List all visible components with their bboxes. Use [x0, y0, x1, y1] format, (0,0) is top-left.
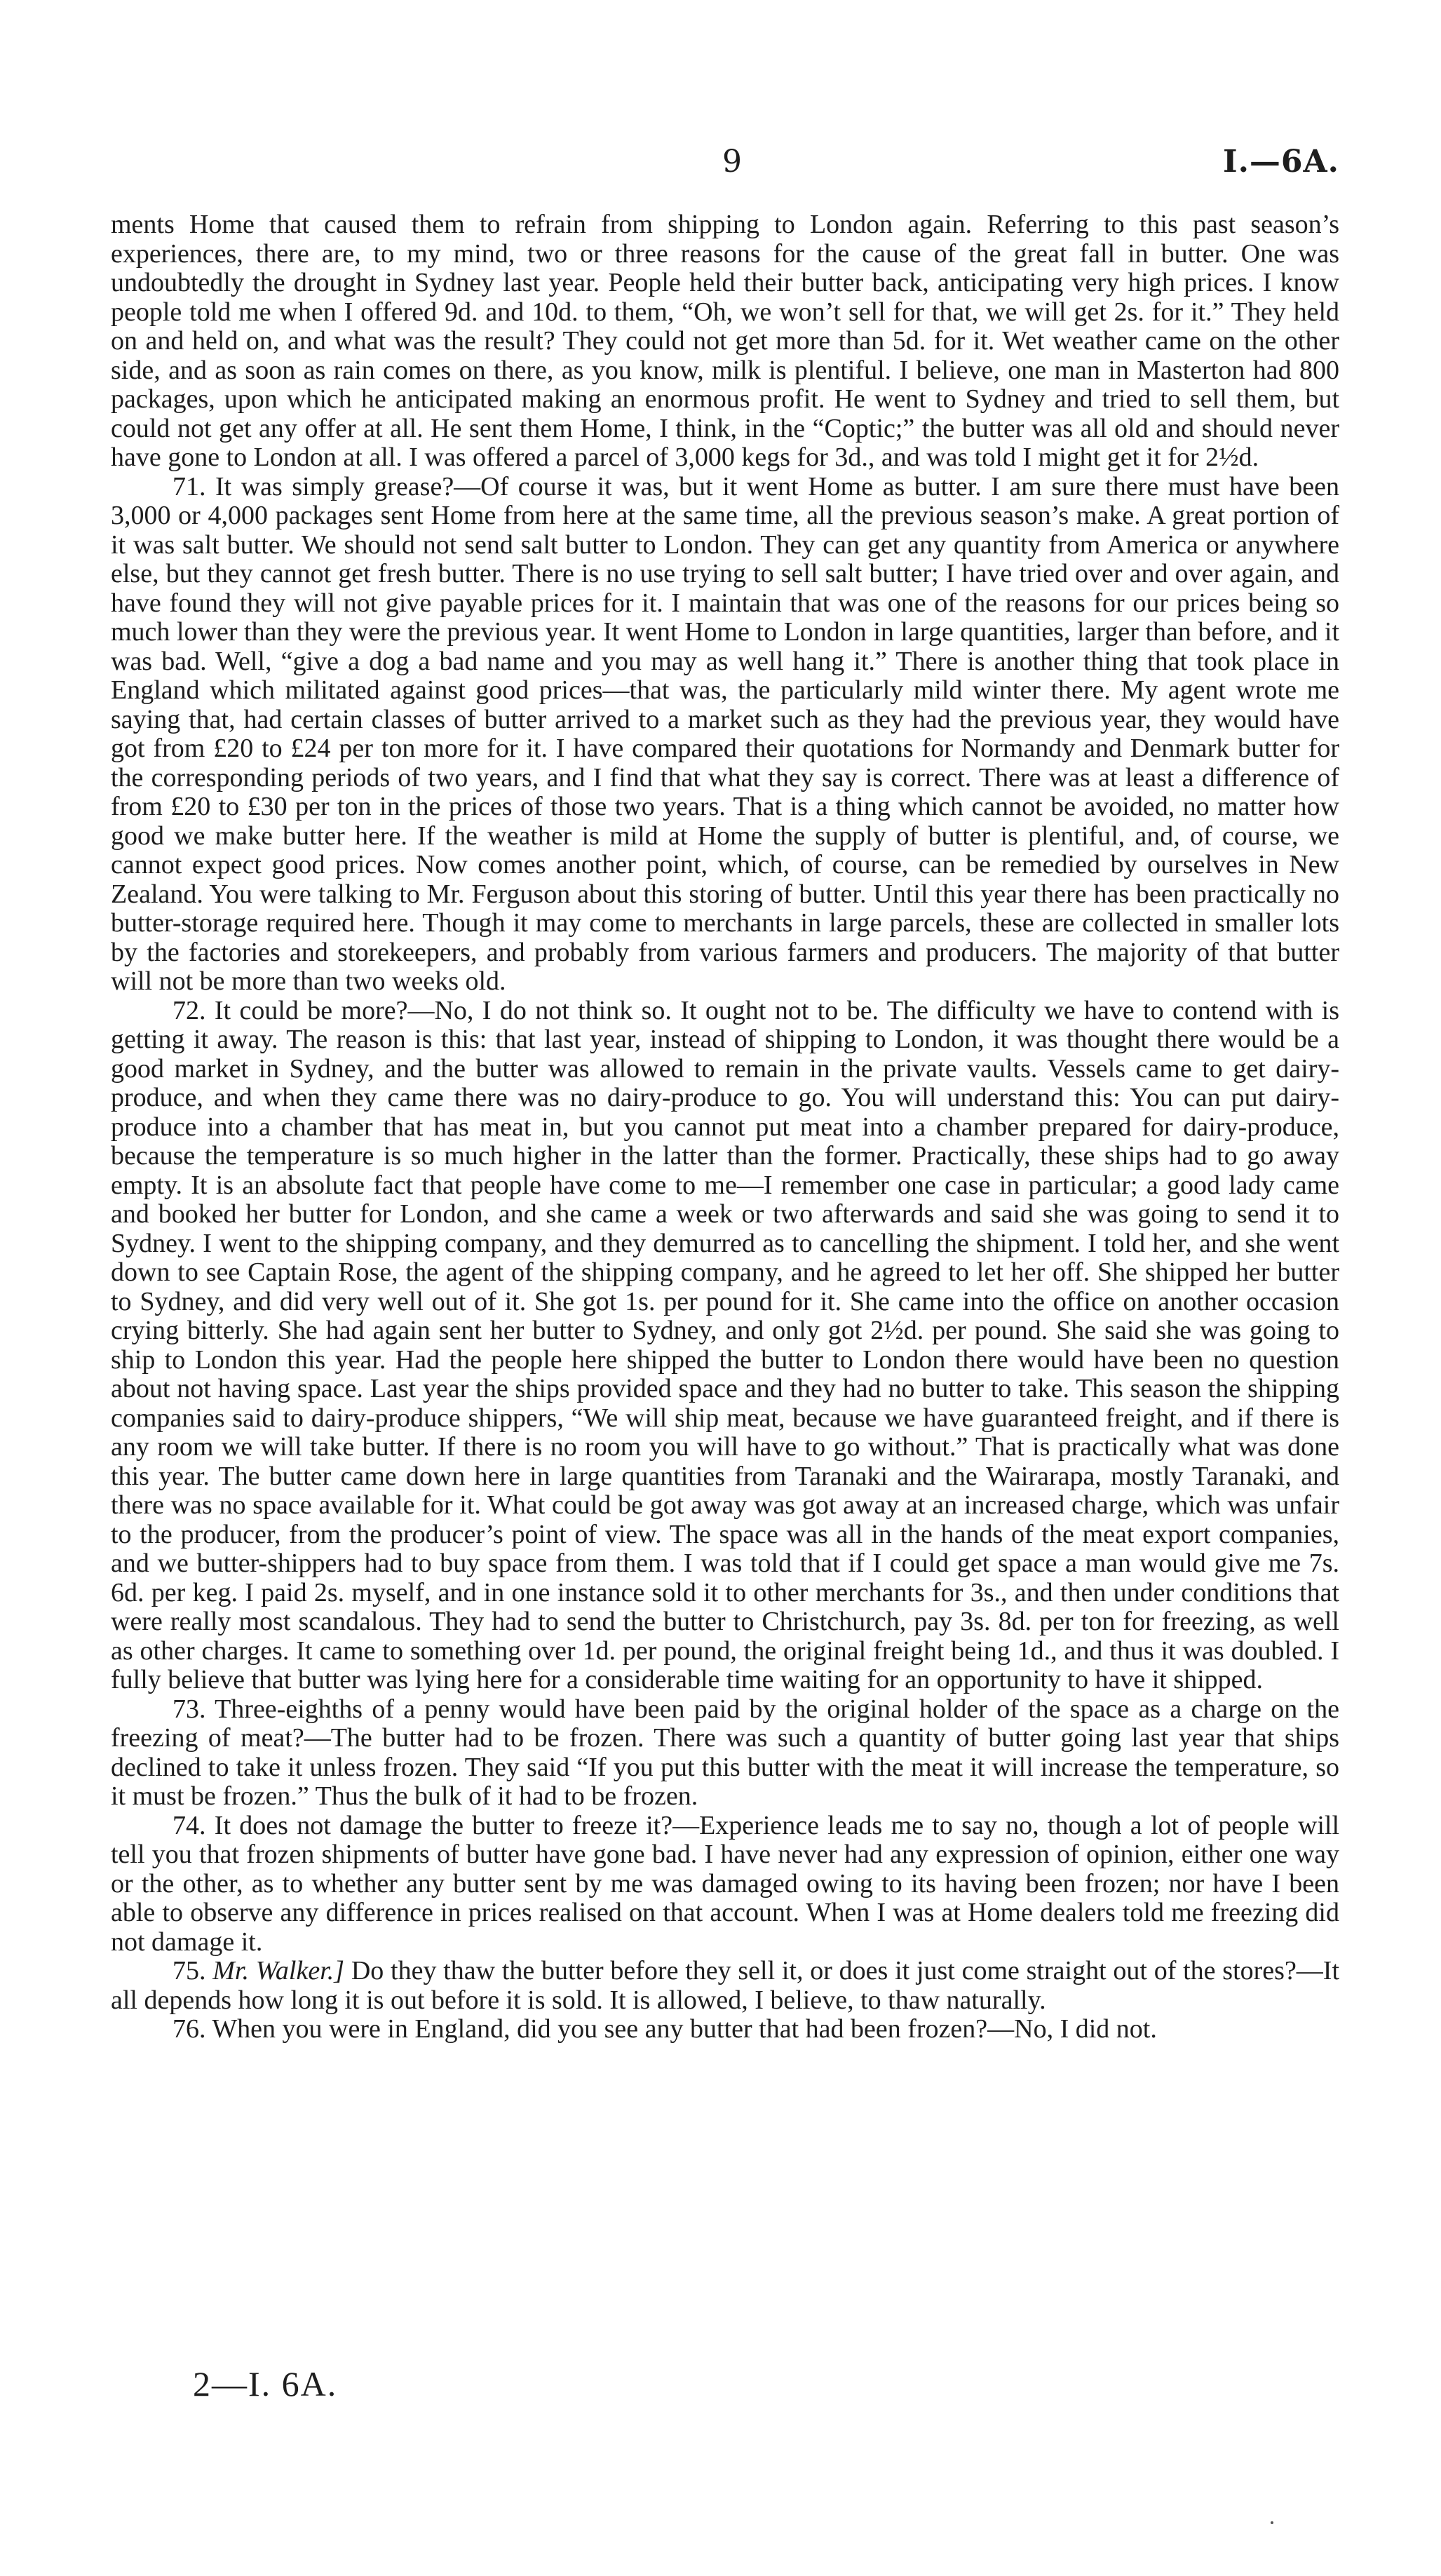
paragraph-75 [111, 1957, 1339, 2015]
page-header [112, 144, 1339, 186]
paragraph-73: 73. Three-eighths of a penny would have been paid by the original holder of the space as a charge on the freezing of meat?—The butter had to be frozen. There was such a quantity of butter going last year that ships declined to take it unless frozen. They said “If you put this butter with the meat it will increase the temperature, so it must be frozen.” Thus the bulk of it had to be frozen. [111, 1694, 1339, 1811]
paragraph-72: 72. It could be more?—No, I do not think so. It ought not to be. The difficulty we have to contend with is getting it away. The reason is this: that last year, instead of shipping to London, it was thought there would be a good market in Sydney, and the butter was allowed to remain in the private vaults. Vessels came to get dairy-produce, and when they came there was no dairy-produce to go. You will understand this: You can put dairy-produce into a chamber that has meat in, but you cannot put meat into a chamber prepared for dairy-produce, because the temperature is so much higher in the latter than the former. Practically, these ships had to go away empty. It is an absolute fact that people have come to me—I remember one case in particular; a good lady came and booked her butter for London, and she came a week or two afterwards and said she was going to send it to Sydney. I went to the shipping company, and they demurred as to cancelling the shipment. I told her, and she went down to see Captain Rose, the agent of the shipping company, and he agreed to let her off. She shipped her butter to Sydney, and did very well out of it. She got 1s. per pound for it. She came into the office on another occasion crying bitterly. She had again sent her butter to Sydney, and only got 2½d. per pound. She said she was going to ship to London this year. Had the people here shipped the butter to London there would have been no question about not having space. Last year the ships provided space and they had no butter to take. This season the shipping companies said to dairy-produce shippers, “We will ship meat, because we have guaranteed freight, and if there is any room we will take butter. If there is no room you will have to go without.” That is practically what was done this year. The butter came down here in large quantities from Taranaki and the Wairarapa, mostly Taranaki, and there was no space available for it. What could be got away was got away at an increased charge, which was unfair to the producer, from the producer’s point of view. The space was all in the hands of the meat export companies, and we butter-shippers had to buy space from them. I was told that if I could get space a man would give me 7s. 6d. per keg. I paid 2s. myself, and in one instance sold it to other merchants for 3s., and then under conditions that were really most scandalous. They had to send the butter to Christchurch, pay 3s. 8d. per ton for freezing, as well as other charges. It came to something over 1d. per pound, the original freight being 1d., and thus it was doubled. I fully believe that butter was lying here for a considerable time waiting for an opportunity to have it shipped. [111, 995, 1339, 1694]
speaker-name: Mr. Walker.] [212, 1956, 345, 1985]
document-reference: I.—6A. [1223, 144, 1339, 180]
paragraph-75-text: Do they thaw the butter before they sell it, or does it just come straight out of the stores?—It all depends how long it is out before it is sold. It is allowed, I believe, to thaw naturally. [111, 1956, 1340, 2015]
question-number: 75. [172, 1956, 206, 1985]
paragraph-71: 71. It was simply grease?—Of course it was, but it went Home as butter. I am sure there must have been 3,000 or 4,000 packages sent Home from here at the same time, all the previous season’s make. A great portion of it was salt butter. We should not send salt butter to London. They can get any quantity from America or anywhere else, but they cannot get fresh butter. There is no use trying to sell salt butter; I have tried over and over again, and have found they will not give payable prices for it. I maintain that was one of the reasons for our prices being so much lower than they were the previous year. It went Home to London in large quantities, larger than before, and it was bad. Well, “give a dog a bad name and you may as well hang it.” There is another thing that took place in England which militated against good prices—that was, the particularly mild winter there. My agent wrote me saying that, had certain classes of butter arrived to a market such as they had the previous year, they would have got from £20 to £24 per ton more for it. I have compared their quotations for Normandy and Denmark butter for the corresponding periods of two years, and I find that what they say is correct. There was at least a difference of from £20 to £30 per ton in the prices of those two years. That is a thing which cannot be avoided, no matter how good we make butter here. If the weather is mild at Home the supply of butter is plentiful, and, of course, we cannot expect good prices. Now comes another point, which, of course, can be remedied by ourselves in New Zealand. You were talking to Mr. Ferguson about this storing of butter. Until this year there has been practically no butter-storage required here. Though it may come to merchants in large parcels, these are collected in smaller lots by the factories and storekeepers, and probably from various farmers and producers. The majority of that butter will not be more than two weeks old. [111, 471, 1339, 996]
printer-signature: 2—I. 6A. [193, 2364, 338, 2403]
page-number: 9 [722, 144, 742, 180]
print-speck [1271, 2521, 1273, 2524]
paragraph-continuation: ments Home that caused them to refrain from shipping to London again. Referring to this past season’s experiences, there are, to my mind, two or three reasons for the cause of the great fall in butter. One was undoubtedly the drought in Sydney last year. People held their butter back, anticipating very high prices. I know people told me when I offered 9d. and 10d. to them, “Oh, we won’t sell for that, we will get 2s. for it.” They held on and held on, and what was the result? They could not get more than 5d. for it. Wet weather came on the other side, and as soon as rain comes on there, as you know, milk is plentiful. I believe, one man in Masterton had 800 packages, upon which he anticipated making an enormous profit. He went to Sydney and tried to sell them, but could not get any offer at all. He sent them Home, I think, in the “Coptic;” the butter was all old and should never have gone to London at all. I was offered a parcel of 3,000 kegs for 3d., and was told I might get it for 2½d. [111, 210, 1339, 472]
paragraph-74: 74. It does not damage the butter to freeze it?—Experience leads me to say no, though a lot of people will tell you that frozen shipments of butter have gone bad. I have never had any expression of opinion, either one way or the other, as to whether any butter sent by me was damaged owing to its having been frozen; nor have I been able to observe any difference in prices realised on that account. When I was at Home dealers told me freezing did not damage it. [111, 1810, 1339, 1957]
paragraph-76: 76. When you were in England, did you see any butter that had been frozen?—No, I did not. [172, 2014, 1157, 2044]
document-body [111, 210, 1339, 2044]
